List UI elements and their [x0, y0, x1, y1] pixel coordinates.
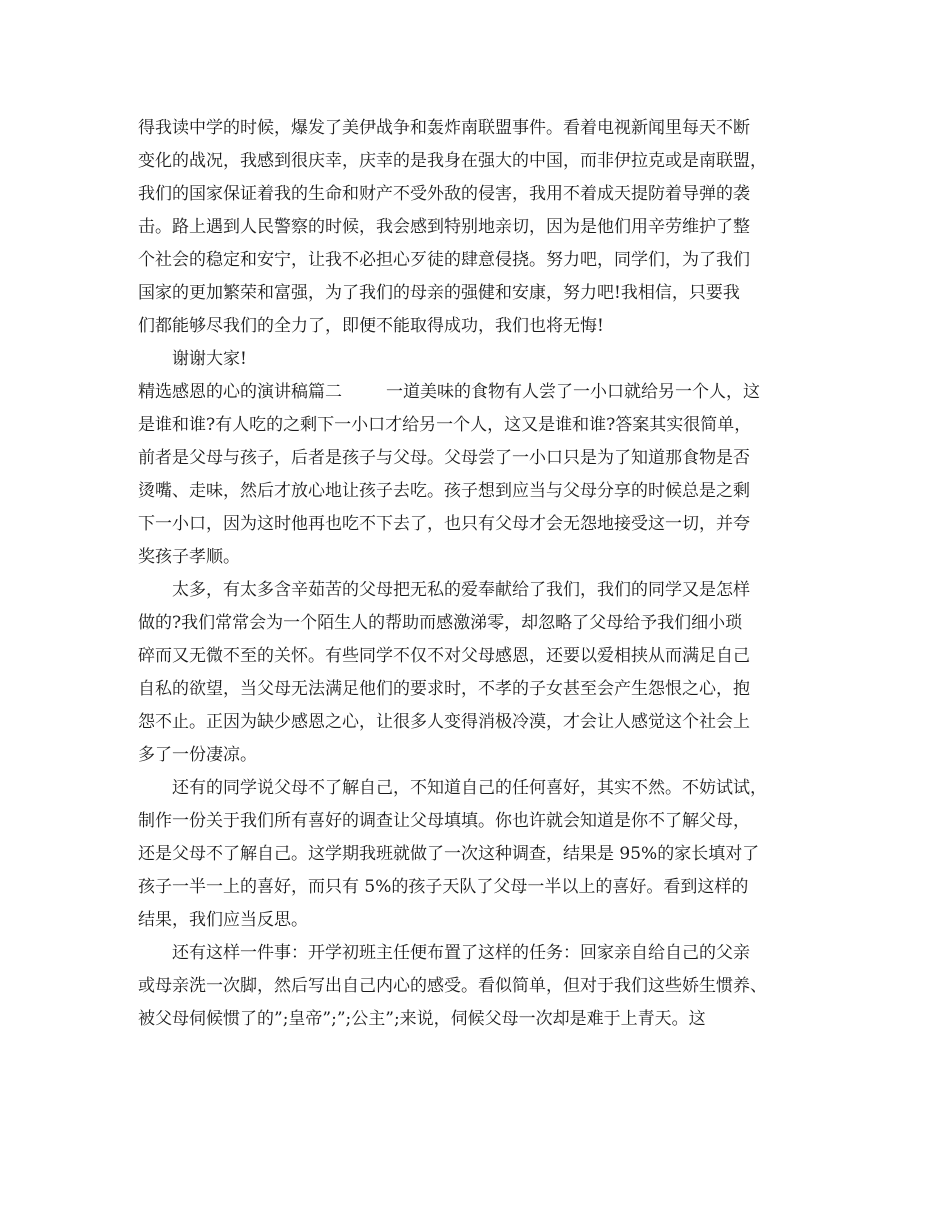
paragraph-4 [138, 772, 828, 937]
paragraph-3 [138, 574, 828, 772]
text-line: 是谁和谁?有人吃的之剩下一小口才给另一个人，这又是谁和谁?答案其实很简单， [138, 415, 752, 435]
text-line: 奖孩子孝顺。 [138, 547, 240, 567]
text-line: 们都能够尽我们的全力了，即便不能取得成功，我们也将无悔! [138, 316, 604, 336]
text-line: 做的?我们常常会为一个陌生人的帮助而感激涕零，却忽略了父母给予我们细小琐 [138, 613, 743, 633]
paragraph-2 [138, 376, 828, 574]
text-line: 个社会的稳定和安宁，让我不必担心歹徒的肆意侵挠。努力吧，同学们，为了我们 [138, 250, 750, 270]
text-line: 还有的同学说父母不了解自己，不知道自己的任何喜好，其实不然。不妨试试， [172, 778, 767, 798]
text-line: 太多，有太多含辛茹苦的父母把无私的爱奉献给了我们，我们的同学又是怎样 [172, 580, 750, 600]
section-title: 精选感恩的心的演讲稿篇二 [138, 382, 342, 402]
text-line: 变化的战况，我感到很庆幸，庆幸的是我身在强大的中国，而非伊拉克或是南联盟， [138, 151, 767, 171]
section-title-line [138, 376, 828, 409]
text-line: 还有这样一件事：开学初班主任便布置了这样的任务：回家亲自给自己的父亲 [172, 943, 750, 963]
text-line: 孩子一半一上的喜好，而只有 5%的孩子天队了父母一半以上的喜好。看到这样的 [138, 877, 749, 897]
text-line: 烫嘴、走味，然后才放心地让孩子去吃。孩子想到应当与父母分享的时候总是之剩 [138, 481, 750, 501]
text-line: 被父母伺候惯了的”;皇帝”;”;公主”;来说，伺候父母一次却是难于上青天。这 [138, 1009, 706, 1029]
text-line: 我们的国家保证着我的生命和财产不受外敌的侵害，我用不着成天提防着导弹的袭 [138, 184, 750, 204]
text-line: 下一小口，因为这时他再也吃不下去了，也只有父母才会无怨地接受这一切，并夸 [138, 514, 750, 534]
text-line: 或母亲洗一次脚，然后写出自己内心的感受。看似简单，但对于我们这些娇生惯养、 [138, 976, 767, 996]
text-line: 一道美味的食物有人尝了一小口就给另一个人，这 [386, 382, 760, 402]
text-line: 击。路上遇到人民警察的时候，我会感到特别地亲切，因为是他们用辛劳维护了整 [138, 217, 750, 237]
text-line: 自私的欲望，当父母无法满足他们的要求时，不孝的子女甚至会产生怨恨之心，抱 [138, 679, 750, 699]
paragraph-1 [138, 112, 828, 343]
text-line: 制作一份关于我们所有喜好的调查让父母填填。你也许就会知道是你不了解父母， [138, 811, 750, 831]
document-body [138, 112, 828, 1036]
text-line: 怨不止。正因为缺少感恩之心，让很多人变得消极冷漠，才会让人感觉这个社会上 [138, 712, 750, 732]
paragraph-5 [138, 937, 828, 1036]
text-line: 还是父母不了解自己。这学期我班就做了一次这种调查，结果是 95%的家长填对了 [138, 844, 760, 864]
text-line: 结果，我们应当反思。 [138, 910, 308, 930]
thanks-line [138, 343, 828, 376]
text-line: 前者是父母与孩子，后者是孩子与父母。父母尝了一小口只是为了知道那食物是否 [138, 448, 750, 468]
text-line: 多了一份凄凉。 [138, 745, 257, 765]
text-line: 得我读中学的时候，爆发了美伊战争和轰炸南联盟事件。看着电视新闻里每天不断 [138, 118, 750, 138]
text-line: 碎而又无微不至的关怀。有些同学不仅不对父母感恩，还要以爱相挟从而满足自己 [138, 646, 750, 666]
text-line: 国家的更加繁荣和富强，为了我们的母亲的强健和安康，努力吧!我相信，只要我 [138, 283, 740, 303]
thanks-text: 谢谢大家! [172, 349, 247, 369]
